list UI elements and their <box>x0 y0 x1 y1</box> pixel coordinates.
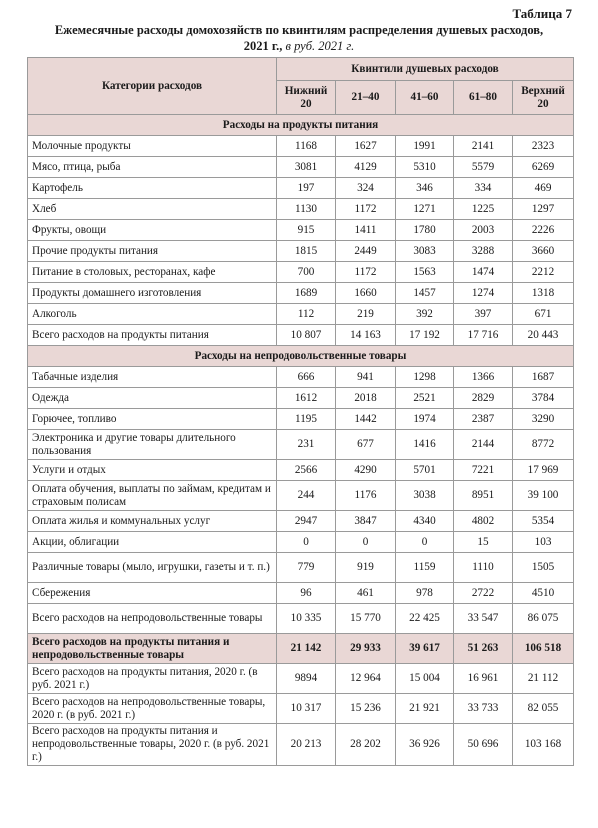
row-value: 39 100 <box>513 481 574 511</box>
row-value: 1991 <box>396 136 454 157</box>
row-value: 16 961 <box>454 664 513 694</box>
row-value: 919 <box>336 553 396 583</box>
row-value: 461 <box>336 583 396 604</box>
row-value: 5310 <box>396 157 454 178</box>
row-value: 8772 <box>513 430 574 460</box>
header-quintile: 41–60 <box>396 81 454 115</box>
row-value: 0 <box>396 532 454 553</box>
row-value: 86 075 <box>513 604 574 634</box>
row-value: 1172 <box>336 199 396 220</box>
row-value: 12 964 <box>336 664 396 694</box>
row-value: 4510 <box>513 583 574 604</box>
row-value: 915 <box>277 220 336 241</box>
row-label: Табачные изделия <box>28 367 277 388</box>
row-value: 1474 <box>454 262 513 283</box>
row-value: 5354 <box>513 511 574 532</box>
row-label: Молочные продукты <box>28 136 277 157</box>
row-value: 1612 <box>277 388 336 409</box>
row-value: 346 <box>396 178 454 199</box>
table-row <box>28 283 574 304</box>
row-label: Акции, облигации <box>28 532 277 553</box>
row-value: 4802 <box>454 511 513 532</box>
row-value: 3288 <box>454 241 513 262</box>
row-value: 244 <box>277 481 336 511</box>
row-value: 0 <box>277 532 336 553</box>
table-row <box>28 388 574 409</box>
row-value: 1505 <box>513 553 574 583</box>
row-value: 15 004 <box>396 664 454 694</box>
row-value: 20 443 <box>513 325 574 346</box>
row-value: 2829 <box>454 388 513 409</box>
row-value: 1176 <box>336 481 396 511</box>
row-value: 1627 <box>336 136 396 157</box>
table-row <box>28 178 574 199</box>
row-value: 103 168 <box>513 724 574 766</box>
table-number: Таблица 7 <box>512 6 572 21</box>
row-value: 15 236 <box>336 694 396 724</box>
table-row <box>28 430 574 460</box>
row-value: 3660 <box>513 241 574 262</box>
row-value: 1297 <box>513 199 574 220</box>
row-value: 7221 <box>454 460 513 481</box>
row-value: 17 969 <box>513 460 574 481</box>
row-label: Горючее, топливо <box>28 409 277 430</box>
row-value: 1974 <box>396 409 454 430</box>
row-label: Хлеб <box>28 199 277 220</box>
row-label: Продукты домашнего изготовления <box>28 283 277 304</box>
title-units: в руб. 2021 г. <box>282 39 355 53</box>
row-value: 17 716 <box>454 325 513 346</box>
row-value: 1411 <box>336 220 396 241</box>
row-value: 3038 <box>396 481 454 511</box>
row-value: 2003 <box>454 220 513 241</box>
row-label: Оплата обучения, выплаты по займам, кредитам и страховым полисам <box>28 481 277 511</box>
row-value: 1298 <box>396 367 454 388</box>
table-row <box>28 409 574 430</box>
row-value: 3290 <box>513 409 574 430</box>
row-value: 82 055 <box>513 694 574 724</box>
row-value: 103 <box>513 532 574 553</box>
row-value: 4290 <box>336 460 396 481</box>
row-value: 1130 <box>277 199 336 220</box>
table-row <box>28 724 574 766</box>
row-value: 1687 <box>513 367 574 388</box>
table-row <box>28 199 574 220</box>
table-row <box>28 634 574 664</box>
row-value: 36 926 <box>396 724 454 766</box>
table-row <box>28 553 574 583</box>
header-quintile: 21–40 <box>336 81 396 115</box>
section-nonfood <box>28 346 574 367</box>
table-row <box>28 583 574 604</box>
row-label: Питание в столовых, ресторанах, кафе <box>28 262 277 283</box>
row-value: 2323 <box>513 136 574 157</box>
table-row <box>28 532 574 553</box>
row-value: 324 <box>336 178 396 199</box>
row-value: 8951 <box>454 481 513 511</box>
row-value: 2226 <box>513 220 574 241</box>
table-row <box>28 460 574 481</box>
row-label: Всего расходов на продукты питания <box>28 325 277 346</box>
row-value: 2387 <box>454 409 513 430</box>
row-value: 21 112 <box>513 664 574 694</box>
row-value: 10 335 <box>277 604 336 634</box>
table-row <box>28 136 574 157</box>
row-value: 1318 <box>513 283 574 304</box>
row-value: 0 <box>336 532 396 553</box>
row-value: 469 <box>513 178 574 199</box>
row-value: 941 <box>336 367 396 388</box>
row-value: 231 <box>277 430 336 460</box>
row-label: Услуги и отдых <box>28 460 277 481</box>
expenses-table <box>27 57 574 766</box>
row-label: Различные товары (мыло, игрушки, газеты и т. п.) <box>28 553 277 583</box>
row-value: 9894 <box>277 664 336 694</box>
table-row <box>28 220 574 241</box>
row-value: 1780 <box>396 220 454 241</box>
row-value: 978 <box>396 583 454 604</box>
title-line-2 <box>0 38 598 54</box>
row-value: 700 <box>277 262 336 283</box>
row-value: 112 <box>277 304 336 325</box>
row-value: 15 <box>454 532 513 553</box>
row-value: 21 921 <box>396 694 454 724</box>
row-value: 1815 <box>277 241 336 262</box>
row-value: 4340 <box>396 511 454 532</box>
row-label: Всего расходов на продукты питания и непродовольственные товары <box>28 634 277 664</box>
row-value: 96 <box>277 583 336 604</box>
row-value: 1195 <box>277 409 336 430</box>
row-value: 2018 <box>336 388 396 409</box>
row-value: 2141 <box>454 136 513 157</box>
row-value: 3784 <box>513 388 574 409</box>
row-value: 1689 <box>277 283 336 304</box>
row-value: 20 213 <box>277 724 336 766</box>
row-label: Алкоголь <box>28 304 277 325</box>
header-quintile: Нижний 20 <box>277 81 336 115</box>
row-value: 2566 <box>277 460 336 481</box>
row-value: 3083 <box>396 241 454 262</box>
row-value: 50 696 <box>454 724 513 766</box>
table-row <box>28 262 574 283</box>
row-value: 677 <box>336 430 396 460</box>
row-value: 106 518 <box>513 634 574 664</box>
row-label: Картофель <box>28 178 277 199</box>
row-value: 5579 <box>454 157 513 178</box>
table-row <box>28 604 574 634</box>
row-value: 21 142 <box>277 634 336 664</box>
row-value: 1442 <box>336 409 396 430</box>
row-value: 39 617 <box>396 634 454 664</box>
header-category: Категории расходов <box>28 58 277 115</box>
title-year: 2021 г., <box>243 39 283 53</box>
row-value: 14 163 <box>336 325 396 346</box>
row-value: 3081 <box>277 157 336 178</box>
row-value: 2521 <box>396 388 454 409</box>
table-title <box>0 22 598 54</box>
row-label: Электроника и другие товары длительного пользования <box>28 430 277 460</box>
row-value: 17 192 <box>396 325 454 346</box>
row-value: 671 <box>513 304 574 325</box>
section-food <box>28 115 574 136</box>
table-row <box>28 241 574 262</box>
row-value: 33 733 <box>454 694 513 724</box>
row-value: 779 <box>277 553 336 583</box>
section-title: Расходы на продукты питания <box>28 115 574 136</box>
header-quintile: Верхний 20 <box>513 81 574 115</box>
row-value: 6269 <box>513 157 574 178</box>
row-value: 1563 <box>396 262 454 283</box>
table-row <box>28 481 574 511</box>
table-row <box>28 304 574 325</box>
row-label: Оплата жилья и коммунальных услуг <box>28 511 277 532</box>
row-value: 29 933 <box>336 634 396 664</box>
row-label: Сбережения <box>28 583 277 604</box>
row-label: Всего расходов на непродовольственные товары <box>28 604 277 634</box>
row-value: 1159 <box>396 553 454 583</box>
row-value: 392 <box>396 304 454 325</box>
row-value: 2449 <box>336 241 396 262</box>
header-quintiles-group: Квинтили душевых расходов <box>277 58 574 81</box>
table-row <box>28 157 574 178</box>
section-title: Расходы на непродовольственные товары <box>28 346 574 367</box>
row-value: 10 317 <box>277 694 336 724</box>
row-value: 1168 <box>277 136 336 157</box>
row-value: 1225 <box>454 199 513 220</box>
row-value: 2212 <box>513 262 574 283</box>
row-value: 1274 <box>454 283 513 304</box>
table-row <box>28 664 574 694</box>
row-value: 397 <box>454 304 513 325</box>
table-row <box>28 367 574 388</box>
row-label: Всего расходов на непродовольственные товары, 2020 г. (в руб. 2021 г.) <box>28 694 277 724</box>
row-value: 1110 <box>454 553 513 583</box>
row-value: 1457 <box>396 283 454 304</box>
row-value: 1172 <box>336 262 396 283</box>
row-value: 1271 <box>396 199 454 220</box>
table-row <box>28 511 574 532</box>
row-label: Прочие продукты питания <box>28 241 277 262</box>
row-value: 1366 <box>454 367 513 388</box>
title-line-1: Ежемесячные расходы домохозяйств по квинтилям распределения душевых расходов, <box>54 23 544 37</box>
row-value: 28 202 <box>336 724 396 766</box>
row-value: 1660 <box>336 283 396 304</box>
row-value: 5701 <box>396 460 454 481</box>
row-value: 2144 <box>454 430 513 460</box>
row-value: 15 770 <box>336 604 396 634</box>
table-row <box>28 694 574 724</box>
row-value: 22 425 <box>396 604 454 634</box>
row-label: Всего расходов на продукты питания, 2020 г. (в руб. 2021 г.) <box>28 664 277 694</box>
row-label: Одежда <box>28 388 277 409</box>
row-value: 51 263 <box>454 634 513 664</box>
row-label: Мясо, птица, рыба <box>28 157 277 178</box>
row-label: Всего расходов на продукты питания и непродовольственные товары, 2020 г. (в руб. 2021 г.) <box>28 724 277 766</box>
row-value: 219 <box>336 304 396 325</box>
row-value: 2947 <box>277 511 336 532</box>
row-value: 4129 <box>336 157 396 178</box>
row-value: 197 <box>277 178 336 199</box>
table-row <box>28 325 574 346</box>
header-quintile: 61–80 <box>454 81 513 115</box>
row-value: 334 <box>454 178 513 199</box>
row-value: 1416 <box>396 430 454 460</box>
row-label: Фрукты, овощи <box>28 220 277 241</box>
row-value: 2722 <box>454 583 513 604</box>
row-value: 33 547 <box>454 604 513 634</box>
row-value: 666 <box>277 367 336 388</box>
row-value: 3847 <box>336 511 396 532</box>
row-value: 10 807 <box>277 325 336 346</box>
